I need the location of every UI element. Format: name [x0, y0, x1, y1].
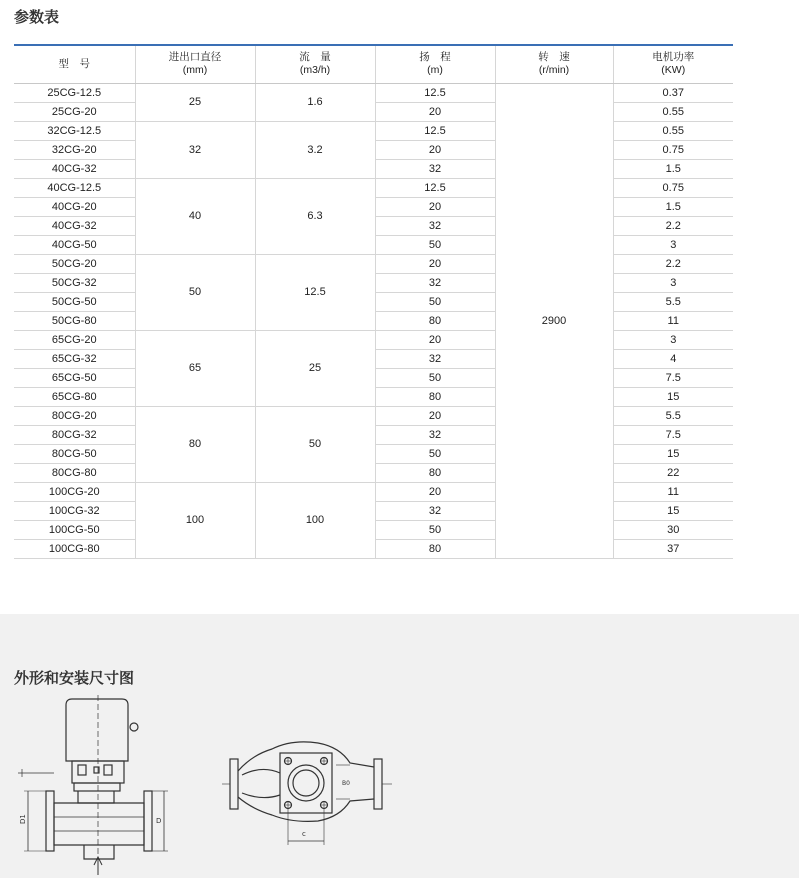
cell-head: 32	[375, 273, 495, 292]
cell-model: 50CG-32	[14, 273, 135, 292]
dimension-label-c: c	[302, 830, 306, 838]
cell-head: 80	[375, 539, 495, 558]
header-flow: 流 量 (m3/h)	[255, 45, 375, 83]
table-row	[14, 406, 733, 425]
cell-model: 40CG-32	[14, 216, 135, 235]
cell-head: 80	[375, 387, 495, 406]
cell-head: 80	[375, 463, 495, 482]
cell-power: 15	[613, 444, 733, 463]
cell-model: 80CG-80	[14, 463, 135, 482]
section-title-parameters: 参数表	[14, 8, 60, 26]
cell-model: 80CG-32	[14, 425, 135, 444]
cell-power: 7.5	[613, 368, 733, 387]
cell-power: 37	[613, 539, 733, 558]
cell-flow: 6.3	[255, 178, 375, 254]
header-speed: 转 速 (r/min)	[495, 45, 613, 83]
cell-head: 12.5	[375, 83, 495, 102]
cell-head: 20	[375, 254, 495, 273]
pump-plan-view-drawing	[222, 735, 392, 850]
cell-model: 40CG-12.5	[14, 178, 135, 197]
cell-model: 32CG-12.5	[14, 121, 135, 140]
cell-power: 0.37	[613, 83, 733, 102]
cell-model: 25CG-12.5	[14, 83, 135, 102]
cell-head: 32	[375, 159, 495, 178]
cell-model: 25CG-20	[14, 102, 135, 121]
cell-power: 30	[613, 520, 733, 539]
header-diameter: 进出口直径 (mm)	[135, 45, 255, 83]
cell-power: 2.2	[613, 216, 733, 235]
cell-power: 3	[613, 273, 733, 292]
cell-flow: 25	[255, 330, 375, 406]
cell-power: 1.5	[613, 197, 733, 216]
cell-diameter: 40	[135, 178, 255, 254]
cell-head: 50	[375, 368, 495, 387]
cell-power: 0.75	[613, 140, 733, 159]
cell-power: 7.5	[613, 425, 733, 444]
cell-flow: 1.6	[255, 83, 375, 121]
cell-power: 15	[613, 501, 733, 520]
dimension-label-d1: D1	[19, 814, 27, 824]
cell-flow: 100	[255, 482, 375, 558]
table-row	[14, 121, 733, 140]
pump-side-elevation-drawing	[14, 695, 174, 875]
cell-head: 50	[375, 520, 495, 539]
cell-head: 32	[375, 501, 495, 520]
cell-power: 11	[613, 482, 733, 501]
cell-power: 1.5	[613, 159, 733, 178]
dimension-label-b0: B0	[342, 780, 350, 787]
table-row	[14, 178, 733, 197]
cell-model: 50CG-20	[14, 254, 135, 273]
parameter-table	[14, 44, 733, 559]
table-row	[14, 330, 733, 349]
cell-power: 11	[613, 311, 733, 330]
cell-power: 5.5	[613, 292, 733, 311]
cell-flow: 50	[255, 406, 375, 482]
cell-head: 50	[375, 235, 495, 254]
dimension-label-d: D	[156, 817, 162, 825]
table-row	[14, 482, 733, 501]
cell-head: 20	[375, 140, 495, 159]
cell-diameter: 50	[135, 254, 255, 330]
cell-diameter: 100	[135, 482, 255, 558]
cell-head: 50	[375, 292, 495, 311]
cell-model: 100CG-80	[14, 539, 135, 558]
cell-power: 0.55	[613, 121, 733, 140]
header-head: 扬 程 (m)	[375, 45, 495, 83]
cell-head: 32	[375, 425, 495, 444]
cell-model: 100CG-32	[14, 501, 135, 520]
table-body	[14, 83, 733, 558]
cell-head: 32	[375, 216, 495, 235]
cell-speed: 2900	[495, 83, 613, 558]
cell-power: 22	[613, 463, 733, 482]
cell-head: 80	[375, 311, 495, 330]
cell-power: 4	[613, 349, 733, 368]
cell-model: 65CG-32	[14, 349, 135, 368]
cell-model: 50CG-50	[14, 292, 135, 311]
cell-head: 20	[375, 102, 495, 121]
cell-head: 20	[375, 406, 495, 425]
cell-model: 65CG-80	[14, 387, 135, 406]
cell-model: 100CG-50	[14, 520, 135, 539]
cell-power: 0.75	[613, 178, 733, 197]
cell-diameter: 25	[135, 83, 255, 121]
cell-diameter: 80	[135, 406, 255, 482]
cell-model: 50CG-80	[14, 311, 135, 330]
cell-model: 80CG-20	[14, 406, 135, 425]
cell-diameter: 65	[135, 330, 255, 406]
cell-model: 80CG-50	[14, 444, 135, 463]
cell-head: 50	[375, 444, 495, 463]
cell-diameter: 32	[135, 121, 255, 178]
cell-model: 40CG-32	[14, 159, 135, 178]
cell-head: 12.5	[375, 121, 495, 140]
table-header-row	[14, 45, 733, 83]
cell-model: 40CG-50	[14, 235, 135, 254]
cell-flow: 3.2	[255, 121, 375, 178]
cell-power: 15	[613, 387, 733, 406]
cell-power: 5.5	[613, 406, 733, 425]
table-row	[14, 83, 733, 102]
cell-model: 65CG-20	[14, 330, 135, 349]
table-row	[14, 254, 733, 273]
cell-head: 20	[375, 197, 495, 216]
cell-model: 32CG-20	[14, 140, 135, 159]
cell-head: 20	[375, 482, 495, 501]
cell-model: 40CG-20	[14, 197, 135, 216]
section-title-dimensions: 外形和安装尺寸图	[14, 669, 135, 687]
cell-head: 12.5	[375, 178, 495, 197]
cell-head: 20	[375, 330, 495, 349]
cell-model: 65CG-50	[14, 368, 135, 387]
header-power: 电机功率 (KW)	[613, 45, 733, 83]
cell-power: 0.55	[613, 102, 733, 121]
cell-power: 3	[613, 330, 733, 349]
cell-power: 2.2	[613, 254, 733, 273]
header-model: 型 号	[14, 45, 135, 83]
cell-flow: 12.5	[255, 254, 375, 330]
cell-head: 32	[375, 349, 495, 368]
cell-power: 3	[613, 235, 733, 254]
cell-model: 100CG-20	[14, 482, 135, 501]
